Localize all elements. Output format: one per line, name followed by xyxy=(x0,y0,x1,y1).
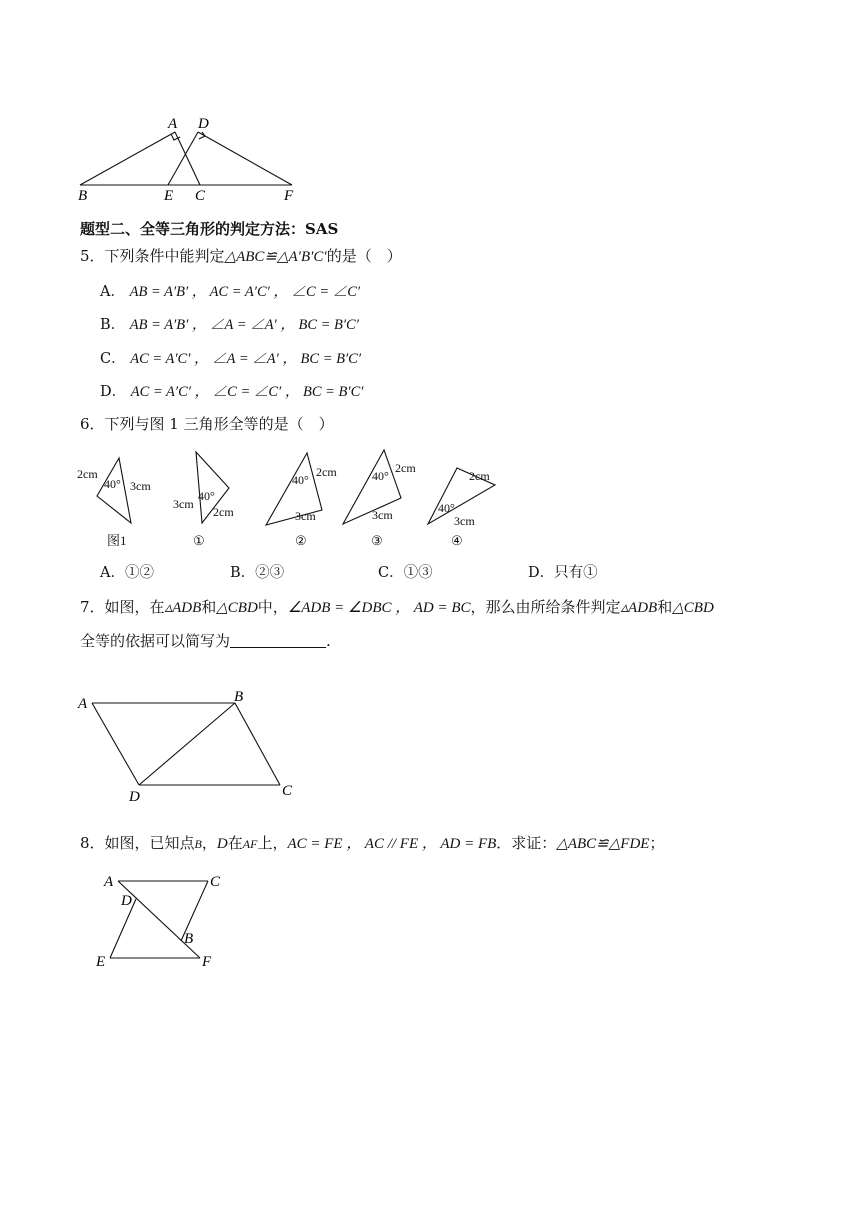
q7-math: ∠ADB = ∠DBC ， AD = BC xyxy=(287,600,471,616)
fig-3-angle: 40° xyxy=(372,469,389,483)
fig-2-angle: 40° xyxy=(292,473,309,487)
q8-stem xyxy=(80,833,664,854)
q7-math: ▵ADB xyxy=(164,600,202,616)
q8-text: 8．如图，已知点 xyxy=(80,834,195,852)
q7-text: ，那么由所给条件判定 xyxy=(470,598,621,616)
option-letter: A． xyxy=(100,284,125,300)
q8-text: ； xyxy=(649,834,665,852)
q5-option-b xyxy=(100,315,359,335)
q6-stem: 6．下列与图 1 三角形全等的是（ ） xyxy=(80,415,334,433)
fig-1-caption: ① xyxy=(193,533,205,548)
q7-text: 中， xyxy=(257,598,288,616)
q7-text: 和 xyxy=(657,598,673,616)
label-B: B xyxy=(234,689,244,705)
q8-math: △ABC≌△FDE xyxy=(556,836,650,852)
fig-3-caption: ③ xyxy=(371,533,383,548)
fig1-side-a: 2cm xyxy=(77,467,98,481)
q5-stem-prefix: 5．下列条件中能判定 xyxy=(80,247,225,265)
q5-stem-math: △ABC≌△A′B′C′ xyxy=(224,249,327,265)
q7-math: △CBD xyxy=(672,600,714,616)
q6-option-a: A．①② xyxy=(100,565,154,581)
q7-parallelogram-figure xyxy=(72,685,307,805)
q6-option-d: D．只有① xyxy=(528,565,598,581)
label-B: B xyxy=(184,931,194,947)
fig1-angle: 40° xyxy=(104,477,121,491)
fig-1-angle: 40° xyxy=(198,489,215,503)
q7-text: 全等的依据可以简写为 xyxy=(80,632,231,650)
label-F: F xyxy=(284,188,294,204)
q8-math: AC = FE ， AC // FE ， AD = FB xyxy=(287,836,497,852)
q8-text: 在 xyxy=(227,834,243,852)
option-math: AC = A′C′ ， ∠A = ∠A′ ， BC = B′C′ xyxy=(130,351,361,367)
q5-option-a xyxy=(100,282,360,302)
option-letter: C． xyxy=(100,351,126,367)
label-A: A xyxy=(104,874,114,890)
label-A: A xyxy=(168,116,178,132)
fig-4-side-a: 2cm xyxy=(469,469,490,483)
label-C: C xyxy=(282,783,293,799)
fig-4-side-b: 3cm xyxy=(454,514,475,528)
q7-text: . xyxy=(326,632,331,650)
figure-top-triangles xyxy=(70,110,310,205)
q6-option-c: C．①③ xyxy=(378,565,433,581)
fig-2-caption: ② xyxy=(295,533,307,548)
label-B: B xyxy=(78,188,88,204)
fig1-caption: 图1 xyxy=(107,533,127,548)
fig-2-side-a: 2cm xyxy=(316,465,337,479)
q8-figure xyxy=(92,868,227,973)
q5-stem-suffix: 的是（ ） xyxy=(326,247,402,265)
fig-3-side-a: 2cm xyxy=(395,461,416,475)
fig-3-side-b: 3cm xyxy=(372,508,393,522)
q7-text: 7．如图，在 xyxy=(80,598,165,616)
fig-1-side-b: 2cm xyxy=(213,505,234,519)
q7-text: 和 xyxy=(201,598,217,616)
option-math: AB = A′B′ ， AC = A′C′ ， ∠C = ∠C′ xyxy=(129,284,361,300)
section-heading: 题型二、全等三角形的判定方法：SAS xyxy=(80,220,339,238)
q7-line2 xyxy=(80,631,331,651)
q8-text: ， xyxy=(201,834,217,852)
label-E: E xyxy=(164,188,174,204)
q8-text: ．求证： xyxy=(496,834,557,852)
q8-math: B xyxy=(194,837,202,851)
fig1-side-b: 3cm xyxy=(130,479,151,493)
label-C: C xyxy=(210,874,221,890)
q6-option-b: B．②③ xyxy=(230,565,285,581)
q7-line1 xyxy=(80,597,714,618)
option-math: AC = A′C′ ， ∠C = ∠C′ ， BC = B′C′ xyxy=(130,384,364,400)
fig-2-side-b: 3cm xyxy=(295,509,316,523)
q5-option-c xyxy=(100,349,361,369)
option-letter: D． xyxy=(100,384,127,400)
q5-stem xyxy=(80,246,402,267)
option-math: AB = A′B′ ， ∠A = ∠A′ ， BC = B′C′ xyxy=(129,317,359,333)
fig-4-angle: 40° xyxy=(438,501,455,515)
label-D: D xyxy=(198,116,209,132)
q6-triangle-figures xyxy=(75,448,515,553)
label-A: A xyxy=(78,696,88,712)
option-letter: B． xyxy=(100,317,126,333)
q8-math: AF xyxy=(242,837,258,851)
q7-math: △CBD xyxy=(216,600,258,616)
answer-blank[interactable] xyxy=(230,633,326,648)
q7-math: ▵ADB xyxy=(620,600,658,616)
fig-4-caption: ④ xyxy=(451,533,463,548)
q8-math: D xyxy=(216,836,228,852)
label-D: D xyxy=(121,893,132,909)
label-C: C xyxy=(195,188,206,204)
label-D: D xyxy=(129,789,140,805)
q8-text: 上， xyxy=(257,834,288,852)
q5-option-d xyxy=(100,382,363,402)
fig-1-side-a: 3cm xyxy=(173,497,194,511)
label-F: F xyxy=(202,954,212,970)
label-E: E xyxy=(96,954,106,970)
